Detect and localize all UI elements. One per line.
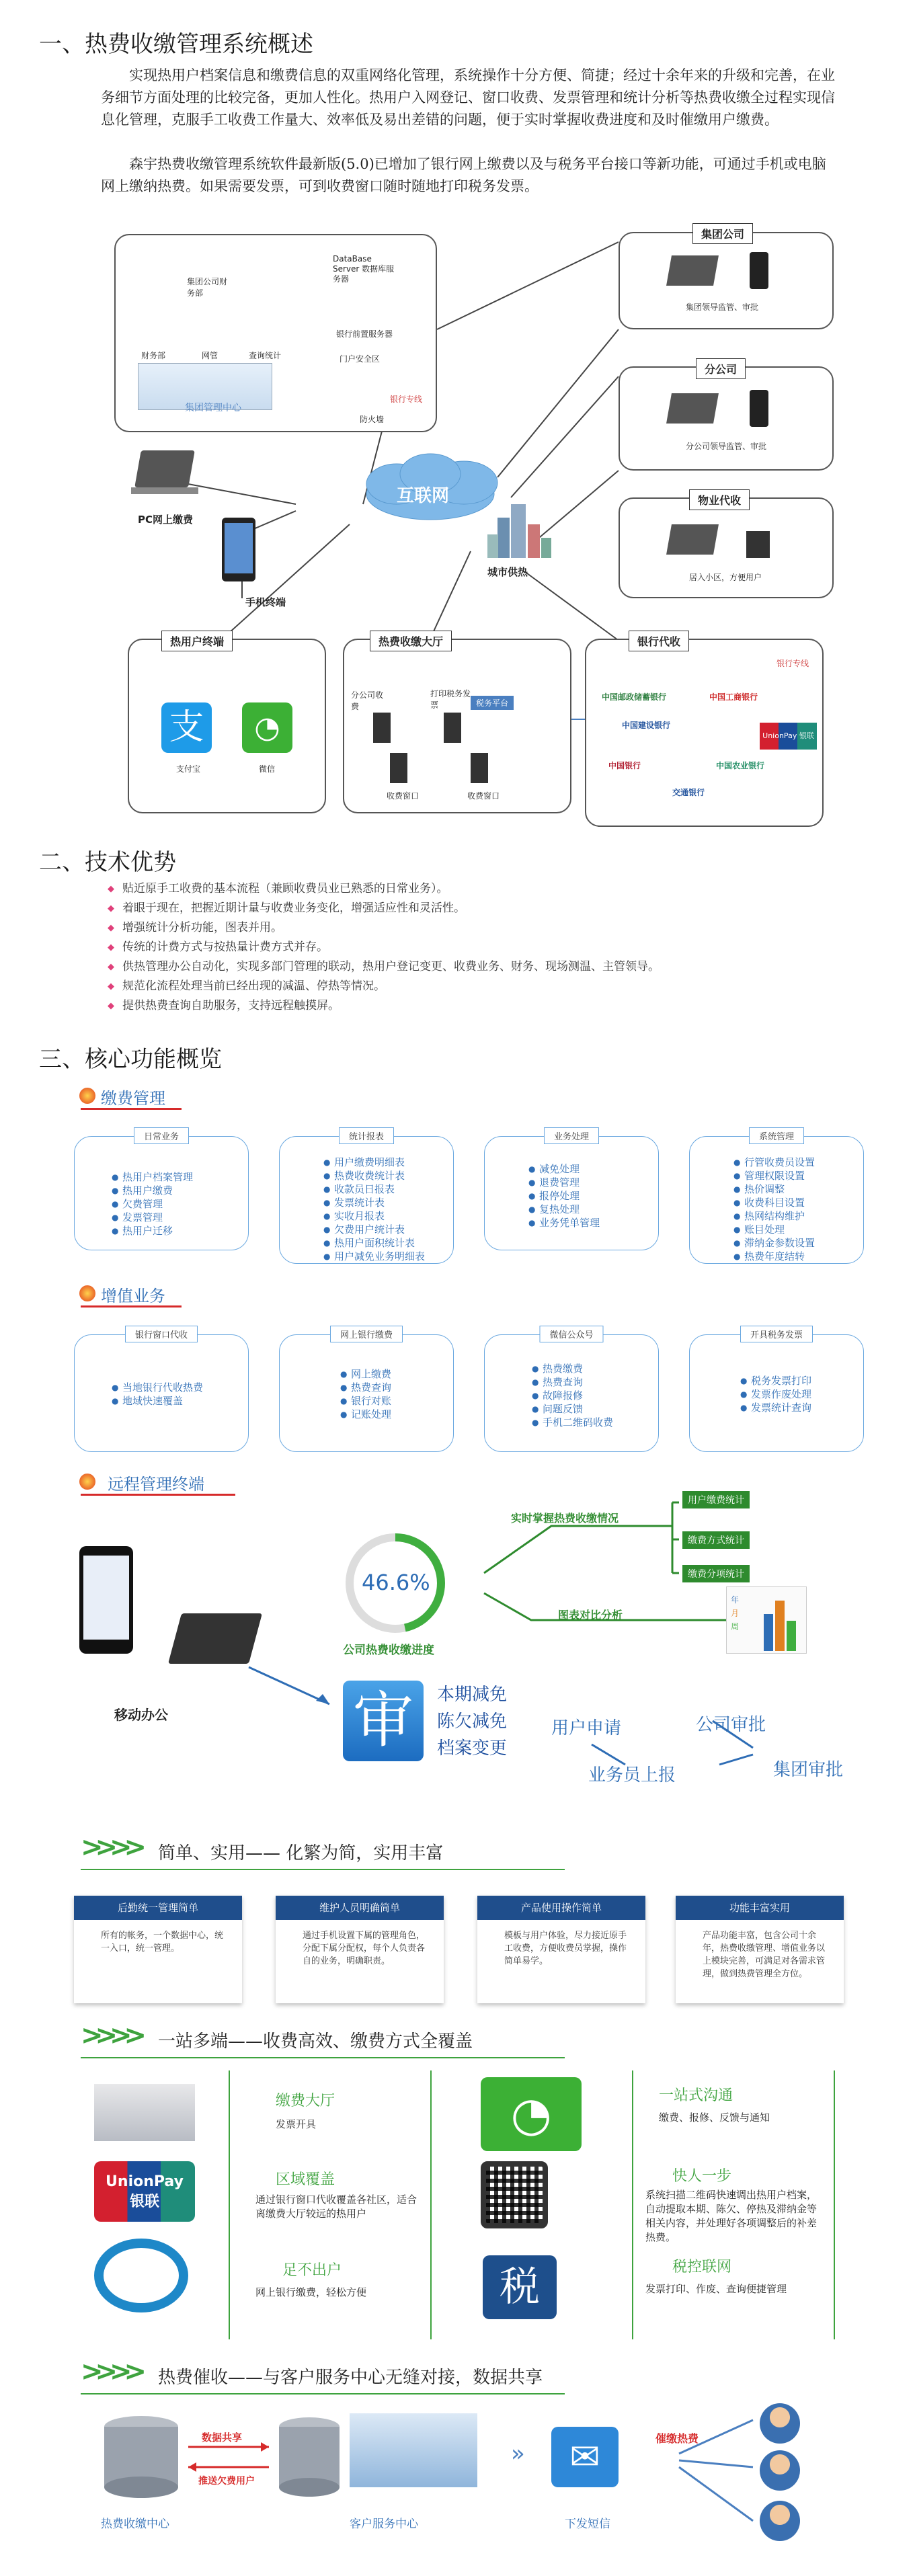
sms-label: 下发短信 — [565, 2518, 610, 2531]
property-tag: 物业代收 — [689, 489, 750, 510]
box-item: ● 用户减免业务明细表 — [323, 1250, 425, 1263]
collection-flow — [0, 2400, 915, 2576]
box-title: 微信公众号 — [539, 1326, 603, 1342]
stat-user-payment: 用户缴费统计 — [682, 1491, 750, 1508]
chart-label: 图表对比分析 — [558, 1609, 623, 1621]
box-item: ● 业务凭单管理 — [528, 1216, 600, 1230]
box-item: ● 实收月报表 — [323, 1209, 425, 1223]
qr-code-icon — [481, 2161, 548, 2228]
group-desc: 集团领导监管、审批 — [686, 303, 759, 312]
section2-title: 二、技术优势 — [39, 849, 176, 876]
box-item: ● 热费收费统计表 — [323, 1169, 425, 1182]
box-item: ● 网上缴费 — [340, 1367, 391, 1381]
tech-item: ◆ 增强统计分析功能，图表并用。 — [108, 918, 847, 938]
property-laptop-icon — [666, 524, 719, 555]
box-item: ● 减免处理 — [528, 1162, 600, 1176]
alipay-icon: 支 — [161, 702, 212, 753]
city-label: 城市供热 — [487, 566, 528, 578]
feature-text: 发票打印、作废、查询便捷管理 — [645, 2283, 787, 2295]
feature-title: 足不出户 — [282, 2262, 342, 2279]
finance-label: 财务部 — [141, 351, 166, 360]
data-share-label: 数据共享 — [202, 2431, 243, 2444]
box-title: 银行窗口代收 — [125, 1326, 198, 1342]
box-item: ● 热用户迁移 — [112, 1224, 193, 1238]
group-company-tag: 集团公司 — [692, 223, 753, 244]
flame-icon — [79, 1474, 95, 1490]
box-item: ● 行管收费员设置 — [733, 1156, 815, 1169]
section3-title: 三、核心功能概览 — [39, 1046, 222, 1073]
remote-terminal-underline — [81, 1494, 235, 1496]
tech-item: ◆ 着眼于现在，把握近期计量与收费业务变化，增强适应性和灵活性。 — [108, 899, 847, 918]
chart-bar — [764, 1614, 773, 1651]
feature-title: 税控联网 — [672, 2259, 732, 2276]
user-terminal-box — [128, 639, 326, 813]
mobile-phone-icon — [222, 518, 255, 581]
feature-text: 发票开具 — [276, 2118, 317, 2130]
box-item: ● 发票统计表 — [323, 1196, 425, 1209]
gauge-percent: 46.6% — [362, 1570, 430, 1595]
box-item: ● 故障报修 — [532, 1389, 613, 1402]
box-item: ● 发票作废处理 — [740, 1387, 811, 1401]
internet-label: 互联网 — [397, 486, 450, 506]
feature-text: 缴费、报修、反馈与通知 — [659, 2111, 770, 2124]
gauge-label: 公司热费收缴进度 — [343, 1644, 434, 1657]
tech-item: ◆ 贴近原手工收费的基本流程（兼顾收费员业已熟悉的日常业务）。 — [108, 879, 847, 899]
wechat-icon: ◔ — [481, 2077, 582, 2151]
sms-mail-icon: ✉ — [551, 2427, 619, 2487]
feature-card — [74, 1896, 242, 2003]
bank-line-label: 银行专线 — [390, 395, 423, 404]
section1-paragraph1: 实现热用户档案信息和缴费信息的双重网络化管理，系统操作十分方便、简捷；经过十余年来的升级和完善，在业务细节方面处理的比较完备，更加人性化。热用户入网登记、窗口收费、发票管理和统计分析等热费收缴全过程实现信息化管理，克服手工收费工作量大、效率低及易出差错的问题，便于实时掌握收费进度和及时催缴用户缴费。 — [101, 67, 835, 128]
card-text: 产品功能丰富，包含公司十余年，热费收缴管理、增值业务以上模块完善，可满足对各需求管理，做到热费管理全方位。 — [703, 1931, 826, 1979]
value-box-bank-window — [74, 1330, 249, 1452]
dmz-label: 门户安全区 — [340, 354, 381, 364]
group-phone-icon — [750, 252, 768, 289]
tax-icon: 税 — [483, 2255, 557, 2319]
bank-line-label-2: 银行专线 — [777, 659, 809, 668]
flow-group-approve: 集团审批 — [773, 1760, 844, 1780]
double-arrow-icon: » — [511, 2440, 525, 2467]
user-avatar-icon — [760, 2403, 800, 2444]
bank-tag: 银行代收 — [629, 631, 689, 651]
feature-card — [276, 1896, 444, 2003]
remind-label: 催缴热费 — [655, 2432, 699, 2445]
box-item: ● 税务发票打印 — [740, 1374, 811, 1387]
mobile-office-label: 移动办公 — [114, 1707, 168, 1723]
legend-year: 年 — [731, 1595, 740, 1605]
legend-month: 月 — [731, 1609, 740, 1618]
band1-title: 简单、实用—— 化繁为简，实用丰富 — [158, 1843, 444, 1863]
branch-phone-icon — [750, 390, 768, 427]
chevron-arrows-icon: >>>> — [81, 1832, 139, 1863]
dbserver-label: DataBase Server 数据库服务器 — [333, 254, 395, 284]
flow-user-apply: 用户申请 — [551, 1718, 622, 1738]
payment-mgmt-title: 缴费管理 — [101, 1089, 165, 1108]
hall-photo-icon — [94, 2084, 195, 2141]
box-item: ● 发票统计查询 — [740, 1401, 811, 1414]
box-title: 系统管理 — [749, 1127, 804, 1144]
center-label: 集团管理中心 — [185, 403, 241, 413]
mini-chart — [726, 1586, 807, 1654]
hall-invoice-label: 打印税务发票 — [430, 689, 471, 710]
group-laptop-icon — [666, 255, 719, 286]
box-item: ● 管理权限设置 — [733, 1169, 815, 1182]
unionpay-cn-text: 银联 — [129, 2193, 159, 2210]
band1-underline — [81, 1869, 565, 1870]
box-title: 业务处理 — [544, 1127, 599, 1144]
approval-arrears-reduction: 陈欠减免 — [437, 1712, 508, 1732]
box-item: ● 复热处理 — [528, 1203, 600, 1216]
box-title: 开具税务发票 — [740, 1326, 813, 1342]
laptop-icon — [134, 450, 195, 487]
box-item: ● 手机二维码收费 — [532, 1416, 613, 1429]
tech-item: ◆ 传统的计费方式与按热量计费方式并存。 — [108, 938, 847, 957]
remote-terminal-title: 远程管理终端 — [108, 1475, 204, 1494]
payment-box-daily — [74, 1132, 249, 1250]
tech-advantages-list — [108, 879, 847, 1016]
operator-photo-icon — [350, 2413, 477, 2487]
bank-ccb: 中国建设银行 — [622, 721, 671, 730]
group-company-box — [619, 232, 834, 329]
property-box — [619, 497, 834, 598]
box-item: ● 地域快速覆盖 — [112, 1394, 203, 1408]
unionpay-logo: UnionPay 银联 — [760, 723, 817, 750]
laptop-base-icon — [131, 487, 198, 494]
payment-mgmt-underline — [81, 1108, 182, 1110]
card-title: 后勤统一管理简单 — [74, 1896, 242, 1920]
tech-item: ◆ 供热管理办公自动化，实现多部门管理的联动，热用户登记变更、收费业务、财务、现场测温、主管领导。 — [108, 957, 847, 977]
value-added-underline — [81, 1305, 182, 1307]
flow-company-approve: 公司审批 — [696, 1715, 766, 1735]
box-item: ● 报停处理 — [528, 1189, 600, 1203]
feature-text: 通过银行窗口代收覆盖各社区，适合离缴费大厅较远的热用户 — [255, 2193, 417, 2220]
stat-payment-item: 缴费分项统计 — [682, 1565, 750, 1582]
card-text: 所有的帐务，一个数据中心，统一入口，统一管理。 — [101, 1931, 224, 1954]
bank-abc: 中国农业银行 — [716, 761, 765, 770]
band2-title: 一站多端——收费高效、缴费方式全覆盖 — [158, 2031, 473, 2052]
box-item: ● 热网结构维护 — [733, 1209, 815, 1223]
box-item: ● 账目处理 — [733, 1223, 815, 1236]
box-item: ● 收费科目设置 — [733, 1196, 815, 1209]
box-item: ● 热用户缴费 — [112, 1184, 193, 1197]
chart-bar — [787, 1621, 796, 1651]
box-item: ● 热费查询 — [340, 1381, 391, 1394]
tech-item: ◆ 提供热费查询自助服务，支持远程触摸屏。 — [108, 996, 847, 1016]
hall-pc3-icon — [390, 753, 407, 783]
payment-box-business — [484, 1132, 659, 1250]
box-title: 统计报表 — [339, 1127, 394, 1144]
feature-text: 系统扫描二维码快速调出热用户档案，自动提取本期、陈欠、停热及滞纳金等相关内容，并处理好各项调整后的补差热费。 — [645, 2189, 818, 2243]
value-box-tax-invoice — [689, 1330, 864, 1452]
center1-label: 热费收缴中心 — [101, 2518, 169, 2531]
hall-branch-label: 分公司收费 — [351, 690, 384, 711]
feature-title: 区域覆盖 — [276, 2171, 335, 2188]
box-title: 日常业务 — [134, 1127, 189, 1144]
feature-card — [676, 1896, 844, 2003]
box-item: ● 收款员日报表 — [323, 1182, 425, 1196]
feature-card — [477, 1896, 645, 2003]
approval-file-change: 档案变更 — [437, 1738, 508, 1759]
user-avatar-icon — [760, 2501, 800, 2541]
property-printer-icon — [746, 531, 770, 558]
box-item: ● 当地银行代收热费 — [112, 1381, 203, 1394]
wechat-label: 微信 — [259, 764, 276, 774]
payment-box-reports — [279, 1132, 454, 1264]
box-item: ● 退费管理 — [528, 1176, 600, 1189]
band2-underline — [81, 2057, 565, 2058]
stat-payment-method: 缴费方式统计 — [682, 1531, 750, 1549]
mobile-label: 手机终端 — [245, 596, 286, 608]
bank-icbc: 中国工商银行 — [709, 692, 758, 702]
user-avatar-icon — [760, 2450, 800, 2491]
branch-desc: 分公司领导监管、审批 — [686, 442, 767, 451]
center2-label: 客户服务中心 — [350, 2518, 418, 2531]
legend-week: 周 — [731, 1622, 740, 1632]
divider — [229, 2070, 230, 2339]
mobile-device-icon — [79, 1546, 133, 1654]
flame-icon — [79, 1088, 95, 1104]
pc-label: PC网上缴费 — [138, 514, 194, 526]
hall-pc1-icon — [373, 713, 391, 743]
hall-window1-label: 收费窗口 — [387, 791, 420, 801]
alipay-label: 支付宝 — [176, 764, 201, 774]
approval-current-reduction: 本期减免 — [437, 1685, 508, 1705]
tech-item: ◆ 规范化流程处理当前已经出现的减温、停热等情况。 — [108, 977, 847, 996]
divider — [632, 2070, 633, 2339]
bank-bocom: 交通银行 — [672, 788, 705, 797]
query-label: 查询统计 — [249, 351, 282, 360]
card-title: 产品使用操作简单 — [477, 1896, 645, 1920]
flame-icon — [79, 1285, 95, 1301]
box-item: ● 发票管理 — [112, 1211, 193, 1224]
payment-box-system — [689, 1132, 864, 1264]
server-icon — [279, 2417, 340, 2497]
divider — [834, 2070, 835, 2339]
flow-staff-report: 业务员上报 — [588, 1765, 676, 1785]
branch-company-box — [619, 366, 834, 471]
box-item: ● 问题反馈 — [532, 1402, 613, 1416]
realtime-label: 实时掌握热费收缴情况 — [511, 1512, 619, 1525]
box-item: ● 热价调整 — [733, 1182, 815, 1196]
hall-tax-label: 税务平台 — [471, 696, 514, 710]
bank-logo-icon — [94, 2239, 188, 2312]
feature-title: 一站式沟通 — [659, 2087, 733, 2104]
box-item: ● 热用户面积统计表 — [323, 1236, 425, 1250]
box-item: ● 热费查询 — [532, 1375, 613, 1389]
value-box-wechat — [484, 1330, 659, 1452]
box-item: ● 热费年度结转 — [733, 1250, 815, 1263]
group-finance-label: 集团公司财务部 — [187, 277, 228, 298]
section1-paragraph2: 森宇热费收缴管理系统软件最新版(5.0)已增加了银行网上缴费以及与税务平台接口等新功能，可通过手机或电脑网上缴纳热费。如果需要发票，可到收费窗口随时随地打印税务发票。 — [101, 156, 826, 194]
network-diagram — [0, 222, 915, 840]
branch-company-tag: 分公司 — [696, 358, 746, 379]
push-arrears-label: 推送欠费用户 — [198, 2476, 255, 2487]
box-item: ● 用户缴费明细表 — [323, 1156, 425, 1169]
section1-title: 一、热费收缴管理系统概述 — [39, 31, 313, 58]
chevron-arrows-icon: >>>> — [81, 2020, 139, 2051]
netadmin-label: 网管 — [202, 351, 218, 360]
value-box-online-bank — [279, 1330, 454, 1452]
box-item: ● 热费缴费 — [532, 1362, 613, 1375]
firewall-label: 防火墙 — [360, 415, 385, 424]
remote-diagram — [0, 1495, 915, 1795]
card-title: 维护人员明确简单 — [276, 1896, 444, 1920]
branch-laptop-icon — [666, 393, 719, 424]
box-item: ● 欠费管理 — [112, 1197, 193, 1211]
hall-pc2-icon — [444, 713, 461, 743]
card-title: 功能丰富实用 — [676, 1896, 844, 1920]
box-item: ● 记账处理 — [340, 1408, 391, 1421]
band3-underline — [81, 2393, 565, 2394]
unionpay-text: UnionPay — [106, 2173, 184, 2190]
feature-title: 快人一步 — [672, 2168, 732, 2185]
hall-window2-label: 收费窗口 — [467, 791, 500, 801]
hall-pc4-icon — [471, 753, 488, 783]
box-item: ● 热用户档案管理 — [112, 1170, 193, 1184]
laptop-icon — [168, 1613, 262, 1664]
box-item: ● 银行对账 — [340, 1394, 391, 1408]
band3-title: 热费催收——与客户服务中心无缝对接，数据共享 — [158, 2368, 543, 2388]
unionpay-logo — [94, 2161, 195, 2222]
wechat-icon: ◔ — [242, 702, 292, 753]
card-text: 模板与用户体验，尽力接近原手工收费，方便收费员掌握，操作简单易学。 — [504, 1931, 627, 1966]
divider — [430, 2070, 432, 2339]
box-item: ● 滞纳金参数设置 — [733, 1236, 815, 1250]
feature-text: 网上银行缴费，轻松方便 — [255, 2286, 367, 2298]
chart-bar — [775, 1601, 785, 1651]
database-icon — [104, 2416, 178, 2498]
bank-server-label: 银行前置服务器 — [336, 329, 393, 339]
box-title: 网上银行缴费 — [330, 1326, 403, 1342]
feature-title: 缴费大厅 — [276, 2093, 335, 2109]
chevron-arrows-icon: >>>> — [81, 2356, 139, 2387]
approve-app-icon: 审 — [343, 1681, 424, 1761]
payment-hall-tag: 热费收缴大厅 — [370, 631, 452, 651]
card-text: 通过手机设置下属的管理角色，分配下属分配权，每个人负责各自的业务，明确职责。 — [303, 1931, 426, 1966]
bank-boc: 中国银行 — [608, 761, 641, 770]
city-buildings-icon — [487, 504, 551, 558]
user-terminal-tag: 热用户终端 — [161, 631, 233, 651]
value-added-title: 增值业务 — [101, 1287, 165, 1305]
box-item: ● 欠费用户统计表 — [323, 1223, 425, 1236]
bank-psbc: 中国邮政储蓄银行 — [602, 692, 667, 702]
property-desc: 居入小区，方便用户 — [689, 573, 762, 582]
